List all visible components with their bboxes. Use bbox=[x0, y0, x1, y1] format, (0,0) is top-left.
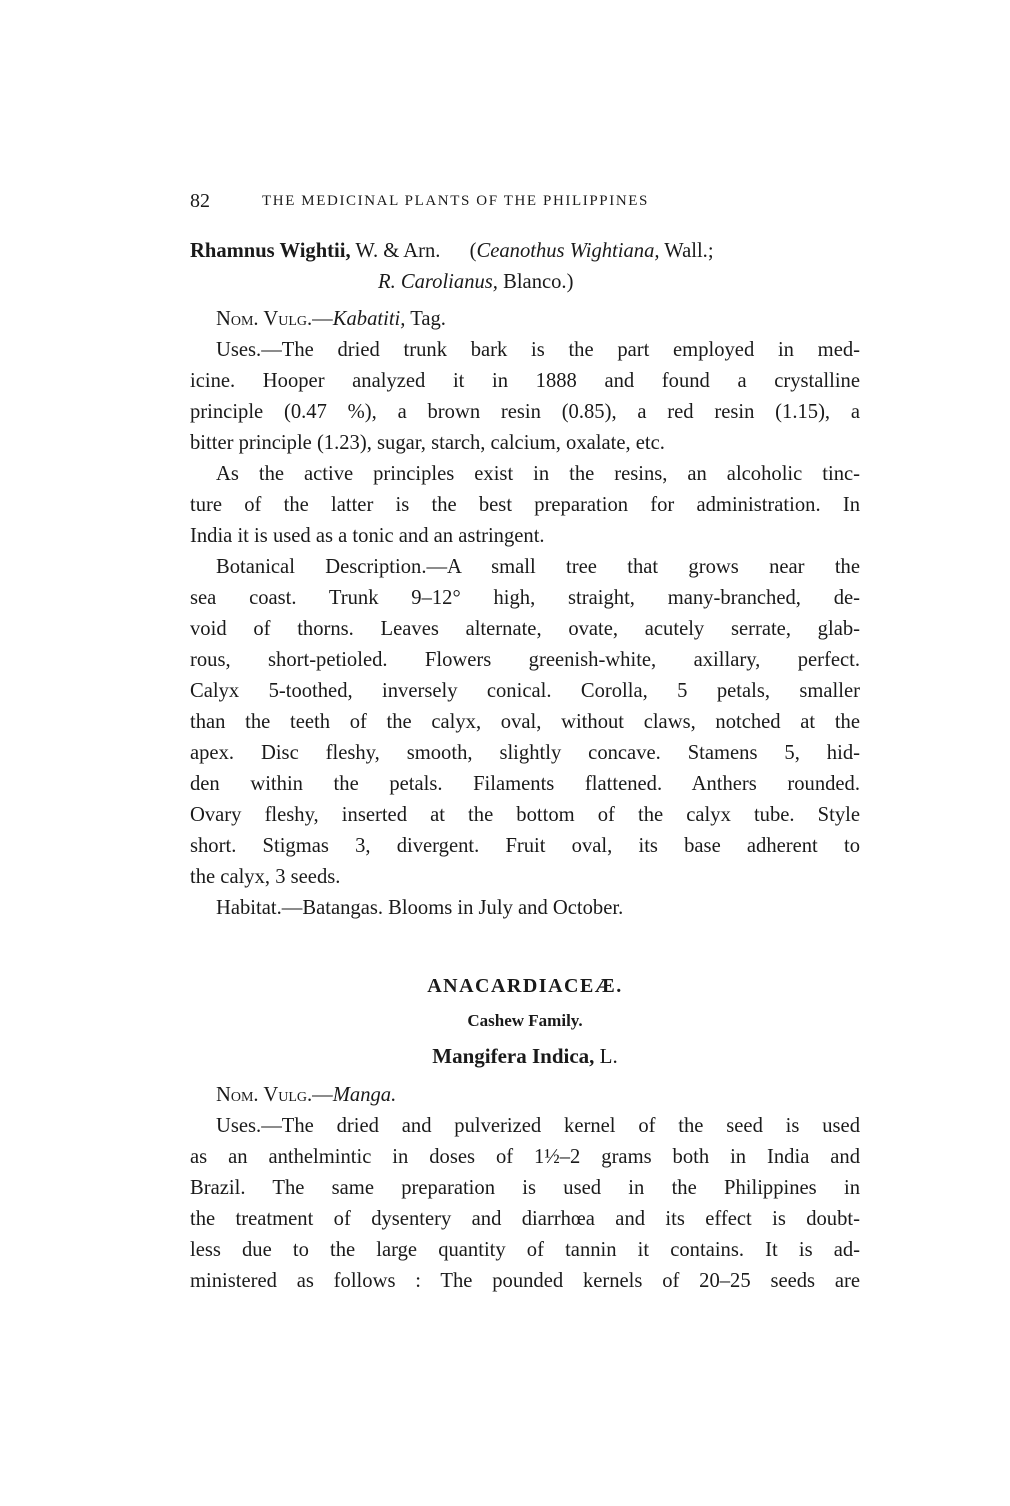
uses-line: the treatment of dysentery and diarrhœa and its effect is doubt- bbox=[190, 1208, 860, 1230]
nom-vulg-dash: — bbox=[312, 308, 333, 330]
species-heading-mangifera bbox=[190, 1038, 860, 1074]
botanical-line: than the teeth of the calyx, oval, without claws, notched at the bbox=[190, 711, 860, 733]
species-authority: L. bbox=[594, 1044, 618, 1068]
habitat-line: Habitat.—Batangas. Blooms in July and October. bbox=[216, 897, 624, 919]
synonym-open: ( bbox=[469, 240, 477, 262]
text-column bbox=[190, 236, 860, 1297]
synonym-1-name: Ceanothus Wightiana, bbox=[476, 240, 660, 262]
nom-vulg-name: Manga. bbox=[332, 1084, 397, 1106]
botanical-line: sea coast. Trunk 9–12° high, straight, many-branched, de- bbox=[190, 587, 860, 609]
nom-vulg-dash: — bbox=[312, 1084, 333, 1106]
family-title: ANACARDIACEÆ. bbox=[427, 975, 623, 997]
nom-vulg-label: Nom. Vulg. bbox=[216, 1084, 313, 1106]
botanical-line: rous, short-petioled. Flowers greenish-white, axillary, perfect. bbox=[190, 649, 860, 671]
uses-line: bitter principle (1.23), sugar, starch, calcium, oxalate, etc. bbox=[190, 432, 665, 454]
botanical-line: the calyx, 3 seeds. bbox=[190, 866, 341, 888]
species-heading-rhamnus bbox=[190, 236, 860, 267]
botanical-line: Calyx 5-toothed, inversely conical. Corolla, 5 petals, smaller bbox=[190, 680, 860, 702]
uses-line: icine. Hooper analyzed it in 1888 and found a crystalline bbox=[190, 370, 860, 392]
synonym-2-authority: Blanco.) bbox=[497, 271, 574, 293]
nom-vulg-name: Kabatiti, bbox=[332, 308, 406, 330]
uses-line: less due to the large quantity of tannin it contains. It is ad- bbox=[190, 1239, 860, 1261]
species-authority: W. & Arn. bbox=[350, 240, 441, 262]
botanical-line: den within the petals. Filaments flattened. Anthers rounded. bbox=[190, 773, 860, 795]
uses-line: ministered as follows : The pounded kernels of 20–25 seeds are bbox=[190, 1270, 860, 1292]
nom-vulg-label: Nom. Vulg. bbox=[216, 308, 313, 330]
uses-line: as an anthelmintic in doses of 1½–2 grams both in India and bbox=[190, 1146, 860, 1168]
botanical-line: short. Stigmas 3, divergent. Fruit oval, its base adherent to bbox=[190, 835, 860, 857]
nom-vulg-language: Tag. bbox=[405, 308, 446, 330]
running-head: THE MEDICINAL PLANTS OF THE PHILIPPINES bbox=[262, 193, 649, 209]
species-name: Rhamnus Wightii, bbox=[190, 240, 351, 262]
synonym-line-2 bbox=[190, 267, 860, 298]
paragraph-line: ture of the latter is the best preparation for administration. In bbox=[190, 494, 860, 516]
paragraph-line: As the active principles exist in the resins, an alcoholic tinc- bbox=[216, 463, 860, 485]
nom-vulg-rhamnus bbox=[190, 304, 860, 335]
page-number: 82 bbox=[190, 190, 210, 212]
uses-line: Brazil. The same preparation is used in the Philippines in bbox=[190, 1177, 860, 1199]
botanical-line: Ovary fleshy, inserted at the bottom of the calyx tube. Style bbox=[190, 804, 860, 826]
uses-line: principle (0.47 %), a brown resin (0.85), a red resin (1.15), a bbox=[190, 401, 860, 423]
synonym-2-name: R. Carolianus, bbox=[378, 271, 498, 293]
uses-line: Uses.—The dried trunk bark is the part employed in med- bbox=[216, 339, 860, 361]
synonym-1-authority: Wall.; bbox=[659, 240, 714, 262]
uses-line: Uses.—The dried and pulverized kernel of the seed is used bbox=[216, 1115, 860, 1137]
paragraph-line: India it is used as a tonic and an astringent. bbox=[190, 525, 545, 547]
nom-vulg-mangifera bbox=[190, 1080, 860, 1111]
family-common-name: Cashew Family. bbox=[467, 1011, 583, 1030]
page-header bbox=[190, 190, 860, 216]
species-name: Mangifera Indica, bbox=[432, 1044, 595, 1068]
botanical-line: apex. Disc fleshy, smooth, slightly concave. Stamens 5, hid- bbox=[190, 742, 860, 764]
botanical-line: void of thorns. Leaves alternate, ovate, acutely serrate, glab- bbox=[190, 618, 860, 640]
botanical-line: Botanical Description.—A small tree that grows near the bbox=[216, 556, 860, 578]
